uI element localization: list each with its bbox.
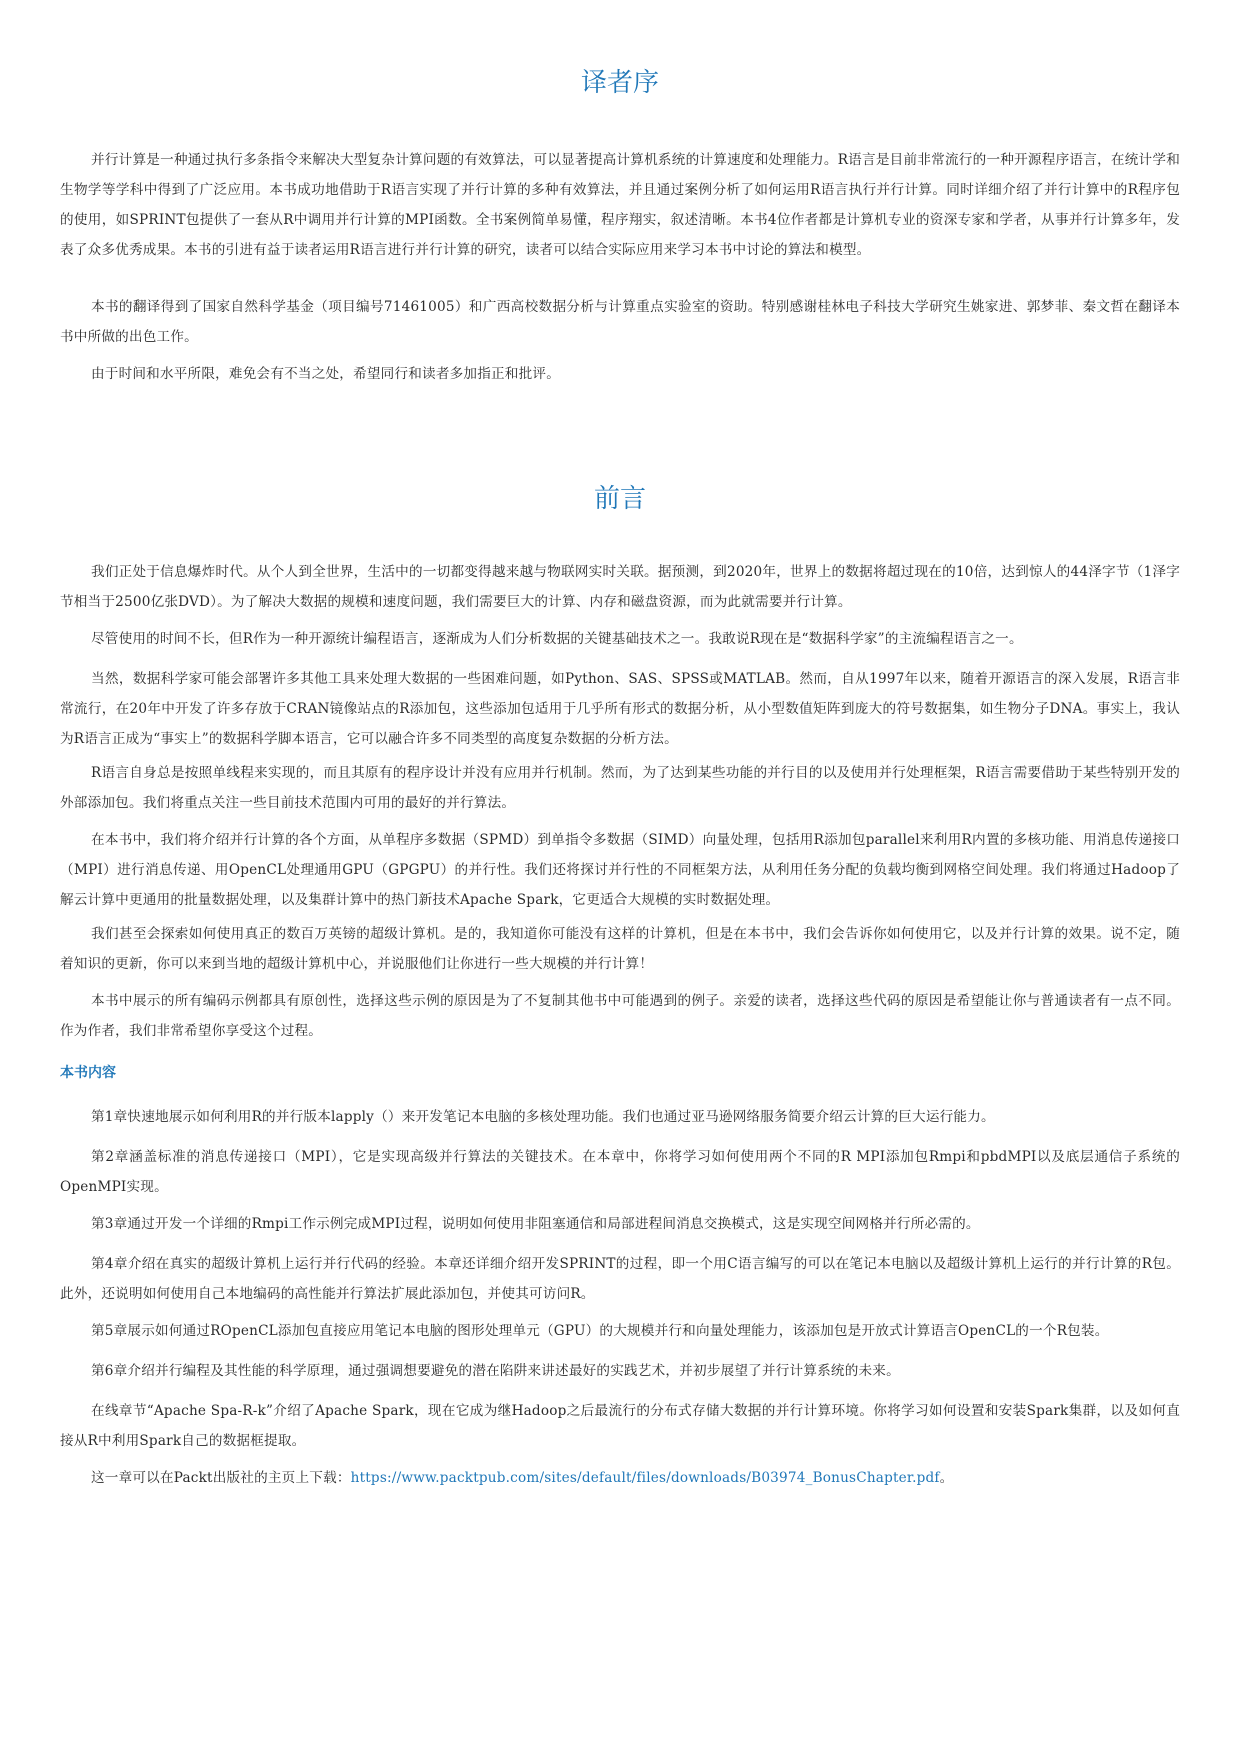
chapter-summary xyxy=(60,1249,1180,1309)
translator-preface-title: 译者序 xyxy=(580,68,659,98)
paragraph: 第5章展示如何通过ROpenCL添加包直接应用笔记本电脑的图形处理单元（GPU）的大规模并行和向量处理能力，该添加包是开放式计算语言OpenCL的一个R包装。 xyxy=(91,1323,1109,1339)
download-end: 。 xyxy=(939,1470,954,1486)
preface-block xyxy=(60,825,1180,915)
download-link[interactable]: https://www.packtpub.com/sites/default/files/downloads/B03974_BonusChapter.pdf xyxy=(350,1470,940,1486)
translator-preface-block xyxy=(60,359,1180,389)
translator-preface-block xyxy=(60,292,1180,352)
preface-block xyxy=(60,624,1180,654)
chapter-summary xyxy=(60,1142,1180,1202)
chapter-summary xyxy=(60,1356,1180,1386)
paragraph: 本书的翻译得到了国家自然科学基金（项目编号71461005）和广西高校数据分析与计算重点实验室的资助。特别感谢桂林电子科技大学研究生姚家进、郭梦菲、秦文哲在翻译本书中所做的出色工作。 xyxy=(60,299,1180,345)
preface-block xyxy=(60,557,1180,617)
preface-block xyxy=(60,758,1180,818)
paragraph: 第3章通过开发一个详细的Rmpi工作示例完成MPI过程，说明如何使用非阻塞通信和局部进程间消息交换模式，这是实现空间网格并行所必需的。 xyxy=(91,1216,980,1232)
paragraph: 第4章介绍在真实的超级计算机上运行并行代码的经验。本章还详细介绍开发SPRINT的过程，即一个用C语言编写的可以在笔记本电脑以及超级计算机上运行的并行计算的R包。此外，还说明如何使用自己本地编码的高性能并行算法扩展此添加包，并使其可访问R。 xyxy=(60,1256,1180,1302)
paragraph: 在本书中，我们将介绍并行计算的各个方面，从单程序多数据（SPMD）到单指令多数据（SIMD）向量处理，包括用R添加包parallel来利用R内置的多核功能、用消息传递接口（MPI）进行消息传递、用OpenCL处理通用GPU（GPGPU）的并行性。我们还将探讨并行性的不同框架方法，从利用任务分配的负载均衡到网格空间处理。我们将通过Hadoop了解云计算中更通用的批量数据处理，以及集群计算中的热门新技术Apache Spark，它更适合大规模的实时数据处理。 xyxy=(60,832,1180,908)
paragraph: R语言自身总是按照单线程来实现的，而且其原有的程序设计并没有应用并行机制。然而，为了达到某些功能的并行目的以及使用并行处理框架，R语言需要借助于某些特别开发的外部添加包。我们将重点关注一些目前技术范围内可用的最好的并行算法。 xyxy=(60,765,1180,811)
preface-block xyxy=(60,986,1180,1046)
paragraph: 第6章介绍并行编程及其性能的科学原理，通过强调想要避免的潜在陷阱来讲述最好的实践艺术，并初步展望了并行计算系统的未来。 xyxy=(91,1363,900,1379)
preface-block xyxy=(60,664,1180,754)
chapter-summary xyxy=(60,1396,1180,1456)
translator-preface-body xyxy=(60,145,1180,265)
download-text: 这一章可以在Packt出版社的主页上下载： xyxy=(91,1470,351,1486)
preface-title: 前言 xyxy=(593,484,646,514)
paragraph: 我们正处于信息爆炸时代。从个人到全世界，生活中的一切都变得越来越与物联网实时关联。据预测，到2020年，世界上的数据将超过现在的10倍，达到惊人的44泽字节（1泽字节相当于2500亿张DVD）。为了解决大数据的规模和速度问题，我们需要巨大的计算、内存和磁盘资源，而为此就需要并行计算。 xyxy=(60,564,1180,610)
paragraph: 在线章节“Apache Spa-R-k”介绍了Apache Spark，现在它成为继Hadoop之后最流行的分布式存储大数据的并行计算环境。你将学习如何设置和安装Spark集群，以及如何直接从R中利用Spark自己的数据框提取。 xyxy=(60,1403,1180,1449)
chapter-summary xyxy=(60,1209,1180,1239)
preface-block xyxy=(60,919,1180,979)
chapter-summary xyxy=(60,1316,1180,1346)
chapter-summary xyxy=(60,1102,1180,1132)
paragraph: 并行计算是一种通过执行多条指令来解决大型复杂计算问题的有效算法，可以显著提高计算机系统的计算速度和处理能力。R语言是目前非常流行的一种开源程序语言，在统计学和生物学等学科中得到了广泛应用。本书成功地借助于R语言实现了并行计算的多种有效算法，并且通过案例分析了如何运用R语言执行并行计算。同时详细介绍了并行计算中的R程序包的使用，如SPRINT包提供了一套从R中调用并行计算的MPI函数。全书案例简单易懂，程序翔实，叙述清晰。本书4位作者都是计算机专业的资深专家和学者，从事并行计算多年，发表了众多优秀成果。本书的引进有益于读者运用R语言进行并行计算的研究，读者可以结合实际应用来学习本书中讨论的算法和模型。 xyxy=(60,152,1180,258)
paragraph: 尽管使用的时间不长，但R作为一种开源统计编程语言，逐渐成为人们分析数据的关键基础技术之一。我敢说R现在是“数据科学家”的主流编程语言之一。 xyxy=(91,631,1023,647)
paragraph: 第2章涵盖标准的消息传递接口（MPI），它是实现高级并行算法的关键技术。在本章中，你将学习如何使用两个不同的R MPI添加包Rmpi和pbdMPI以及底层通信子系统的OpenMPI实现。 xyxy=(60,1149,1180,1195)
download-line xyxy=(60,1463,1180,1493)
paragraph: 由于时间和水平所限，难免会有不当之处，希望同行和读者多加指正和批评。 xyxy=(91,366,560,382)
paragraph: 第1章快速地展示如何利用R的并行版本lapply（）来开发笔记本电脑的多核处理功能。我们也通过亚马逊网络服务简要介绍云计算的巨大运行能力。 xyxy=(91,1109,995,1125)
paragraph: 我们甚至会探索如何使用真正的数百万英镑的超级计算机。是的，我知道你可能没有这样的计算机，但是在本书中，我们会告诉你如何使用它，以及并行计算的效果。说不定，随着知识的更新，你可以来到当地的超级计算机中心，并说服他们让你进行一些大规模的并行计算！ xyxy=(60,926,1180,972)
paragraph: 本书中展示的所有编码示例都具有原创性，选择这些示例的原因是为了不复制其他书中可能遇到的例子。亲爱的读者，选择这些代码的原因是希望能让你与普通读者有一点不同。作为作者，我们非常希望你享受这个过程。 xyxy=(60,993,1180,1039)
paragraph: 当然，数据科学家可能会部署许多其他工具来处理大数据的一些困难问题，如Python、SAS、SPSS或MATLAB。然而，自从1997年以来，随着开源语言的深入发展，R语言非常流行，在20年中开发了许多存放于CRAN镜像站点的R添加包，这些添加包适用于几乎所有形式的数据分析，从小型数值矩阵到庞大的符号数据集，如生物分子DNA。事实上，我认为R语言正成为“事实上”的数据科学脚本语言，它可以融合许多不同类型的高度复杂数据的分析方法。 xyxy=(60,671,1180,747)
contents-heading: 本书内容 xyxy=(60,1065,116,1081)
paragraph xyxy=(60,1463,1180,1493)
